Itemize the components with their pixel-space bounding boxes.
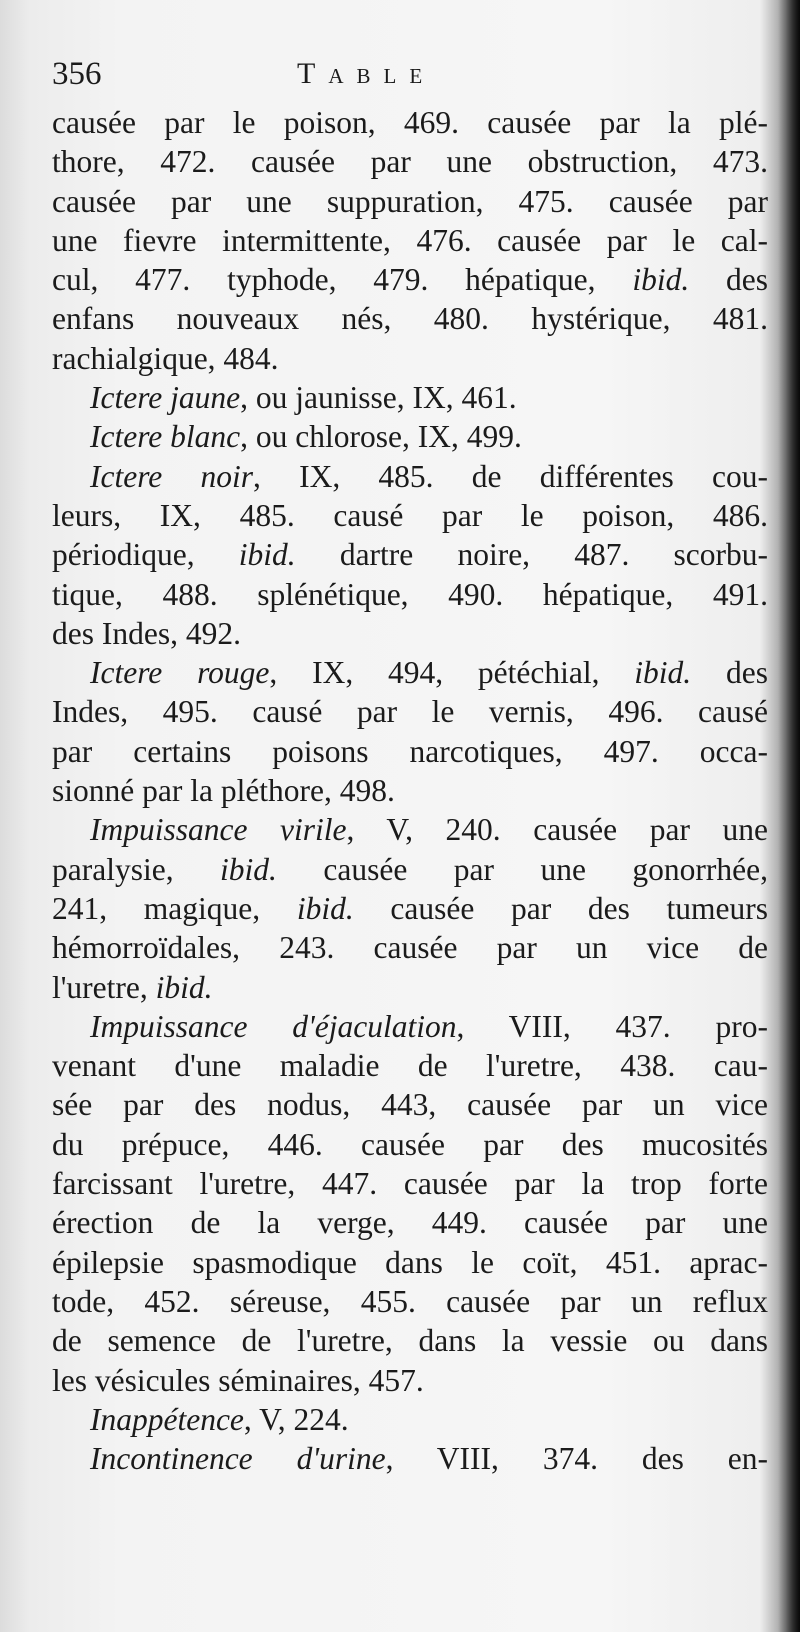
index-entry: Ictere blanc, ou chlorose, IX, 499. [90,419,522,455]
text-line: l'uretre, ibid. [52,969,213,1005]
running-title: Table [297,57,436,90]
text-line: sionné par la pléthore, 498. [52,773,395,809]
text-line: cul, 477. typhode, 479. hépatique, ibid. des [52,262,768,298]
page-number: 356 [52,56,102,92]
index-entry: Ictere jaune, ou jaunisse, IX, 461. [90,380,517,416]
text-line: par certains poisons narcotiques, 497. occa- [52,733,768,769]
index-entry: Inappétence, V, 224. [90,1401,349,1437]
text-line: du prépuce, 446. causée par des mucosités [52,1126,768,1162]
index-entry: Impuissance d'éjaculation, VIII, 437. pro- [90,1008,768,1044]
text-line: 241, magique, ibid. causée par des tumeurs [52,890,768,926]
text-line: enfans nouveaux nés, 480. hystérique, 481. [52,301,768,337]
index-entry: Incontinence d'urine, VIII, 374. des en- [90,1441,768,1477]
text-line: leurs, IX, 485. causé par le poison, 486. [52,497,768,533]
text-line: sée par des nodus, 443, causée par un vice [52,1087,768,1123]
text-line: tode, 452. séreuse, 455. causée par un reflux [52,1283,768,1319]
text-line: venant d'une maladie de l'uretre, 438. cau- [52,1048,768,1084]
text-line: farcissant l'uretre, 447. causée par la trop forte [52,1166,768,1202]
index-entry: Impuissance virile, V, 240. causée par une [90,812,768,848]
text-line: épilepsie spasmodique dans le coït, 451. aprac- [52,1244,768,1280]
page-edge-shadow [778,0,800,1632]
text-line: de semence de l'uretre, dans la vessie ou dans [52,1323,768,1359]
running-head [52,52,752,96]
text-line: paralysie, ibid. causée par une gonorrhée, [52,851,769,887]
index-entry: Ictere noir, IX, 485. de différentes cou- [90,458,768,494]
index-text [52,103,768,1478]
text-line: des Indes, 492. [52,615,241,651]
text-line: hémorroïdales, 243. causée par un vice de [52,930,768,966]
text-line: Indes, 495. causé par le vernis, 496. causé [52,694,768,730]
text-line: causée par une suppuration, 475. causée par [52,183,768,219]
text-line: périodique, ibid. dartre noire, 487. scorbu- [52,537,768,573]
text-line: une fievre intermittente, 476. causée par le cal- [52,222,768,258]
text-line: causée par le poison, 469. causée par la plé- [52,105,768,140]
text-line: érection de la verge, 449. causée par une [52,1205,768,1241]
text-line: thore, 472. causée par une obstruction, 473. [52,144,768,180]
index-entry: Ictere rouge, IX, 494, pétéchial, ibid. des [90,655,768,691]
text-line: tique, 488. splénétique, 490. hépatique, 491. [52,576,768,612]
text-line: rachialgique, 484. [52,340,279,376]
text-line: les vésicules séminaires, 457. [52,1362,424,1398]
